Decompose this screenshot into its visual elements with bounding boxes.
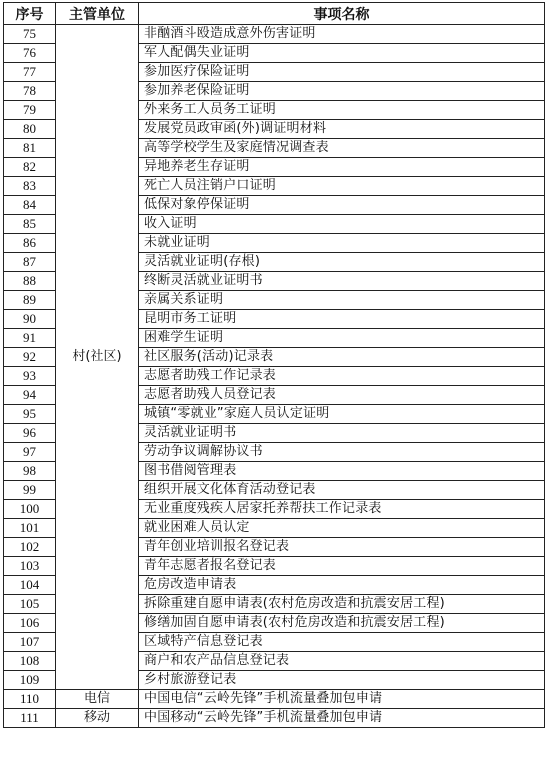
- row-seq: 83: [4, 177, 56, 196]
- row-seq: 111: [4, 709, 56, 728]
- row-seq: 93: [4, 367, 56, 386]
- row-item: 非酗酒斗殴造成意外伤害证明: [139, 25, 545, 44]
- row-seq: 108: [4, 652, 56, 671]
- row-item: 参加养老保险证明: [139, 82, 545, 101]
- row-item: 发展党员政审函(外)调证明材料: [139, 120, 545, 139]
- row-item: 就业困难人员认定: [139, 519, 545, 538]
- row-seq: 103: [4, 557, 56, 576]
- unit-cell: 村(社区): [56, 25, 139, 690]
- header-seq: 序号: [4, 3, 56, 25]
- unit-cell: 移动: [56, 709, 139, 728]
- row-seq: 98: [4, 462, 56, 481]
- row-item: 社区服务(活动)记录表: [139, 348, 545, 367]
- row-item: 无业重度残疾人居家托养帮扶工作记录表: [139, 500, 545, 519]
- row-item: 军人配偶失业证明: [139, 44, 545, 63]
- row-item: 灵活就业证明书: [139, 424, 545, 443]
- row-item: 商户和农产品信息登记表: [139, 652, 545, 671]
- row-seq: 86: [4, 234, 56, 253]
- row-item: 昆明市务工证明: [139, 310, 545, 329]
- row-seq: 81: [4, 139, 56, 158]
- row-seq: 109: [4, 671, 56, 690]
- row-seq: 110: [4, 690, 56, 709]
- row-item: 志愿者助残人员登记表: [139, 386, 545, 405]
- row-seq: 105: [4, 595, 56, 614]
- row-item: 区域特产信息登记表: [139, 633, 545, 652]
- row-item: 异地养老生存证明: [139, 158, 545, 177]
- header-unit: 主管单位: [56, 3, 139, 25]
- row-seq: 84: [4, 196, 56, 215]
- row-item: 收入证明: [139, 215, 545, 234]
- row-item: 青年志愿者报名登记表: [139, 557, 545, 576]
- row-seq: 94: [4, 386, 56, 405]
- row-seq: 80: [4, 120, 56, 139]
- table-row: [4, 690, 545, 709]
- row-item: 拆除重建自愿申请表(农村危房改造和抗震安居工程): [139, 595, 545, 614]
- row-item: 死亡人员注销户口证明: [139, 177, 545, 196]
- table-row: [4, 709, 545, 728]
- row-seq: 89: [4, 291, 56, 310]
- row-item: 乡村旅游登记表: [139, 671, 545, 690]
- row-item: 青年创业培训报名登记表: [139, 538, 545, 557]
- row-seq: 102: [4, 538, 56, 557]
- row-seq: 101: [4, 519, 56, 538]
- row-seq: 87: [4, 253, 56, 272]
- row-seq: 75: [4, 25, 56, 44]
- row-seq: 88: [4, 272, 56, 291]
- row-item: 参加医疗保险证明: [139, 63, 545, 82]
- row-seq: 97: [4, 443, 56, 462]
- row-seq: 85: [4, 215, 56, 234]
- row-seq: 99: [4, 481, 56, 500]
- row-item: 志愿者助残工作记录表: [139, 367, 545, 386]
- row-item: 城镇“零就业”家庭人员认定证明: [139, 405, 545, 424]
- row-seq: 92: [4, 348, 56, 367]
- row-seq: 90: [4, 310, 56, 329]
- row-seq: 82: [4, 158, 56, 177]
- unit-cell: 电信: [56, 690, 139, 709]
- row-item: 未就业证明: [139, 234, 545, 253]
- table-row: [4, 25, 545, 44]
- row-seq: 104: [4, 576, 56, 595]
- table-body: [4, 25, 545, 728]
- row-item: 图书借阅管理表: [139, 462, 545, 481]
- row-seq: 100: [4, 500, 56, 519]
- row-item: 危房改造申请表: [139, 576, 545, 595]
- row-seq: 79: [4, 101, 56, 120]
- row-item: 中国移动“云岭先锋”手机流量叠加包申请: [139, 709, 545, 728]
- row-seq: 107: [4, 633, 56, 652]
- row-item: 终断灵活就业证明书: [139, 272, 545, 291]
- row-item: 灵活就业证明(存根): [139, 253, 545, 272]
- header-item: 事项名称: [139, 3, 545, 25]
- header-row: [4, 3, 545, 25]
- row-seq: 96: [4, 424, 56, 443]
- row-seq: 91: [4, 329, 56, 348]
- row-item: 组织开展文化体育活动登记表: [139, 481, 545, 500]
- row-seq: 106: [4, 614, 56, 633]
- document-table: [3, 2, 545, 728]
- row-item: 修缮加固自愿申请表(农村危房改造和抗震安居工程): [139, 614, 545, 633]
- row-seq: 77: [4, 63, 56, 82]
- row-item: 困难学生证明: [139, 329, 545, 348]
- row-seq: 78: [4, 82, 56, 101]
- row-item: 低保对象停保证明: [139, 196, 545, 215]
- row-item: 劳动争议调解协议书: [139, 443, 545, 462]
- row-item: 亲属关系证明: [139, 291, 545, 310]
- row-item: 中国电信“云岭先锋”手机流量叠加包申请: [139, 690, 545, 709]
- row-item: 外来务工人员务工证明: [139, 101, 545, 120]
- row-seq: 95: [4, 405, 56, 424]
- row-item: 高等学校学生及家庭情况调查表: [139, 139, 545, 158]
- row-seq: 76: [4, 44, 56, 63]
